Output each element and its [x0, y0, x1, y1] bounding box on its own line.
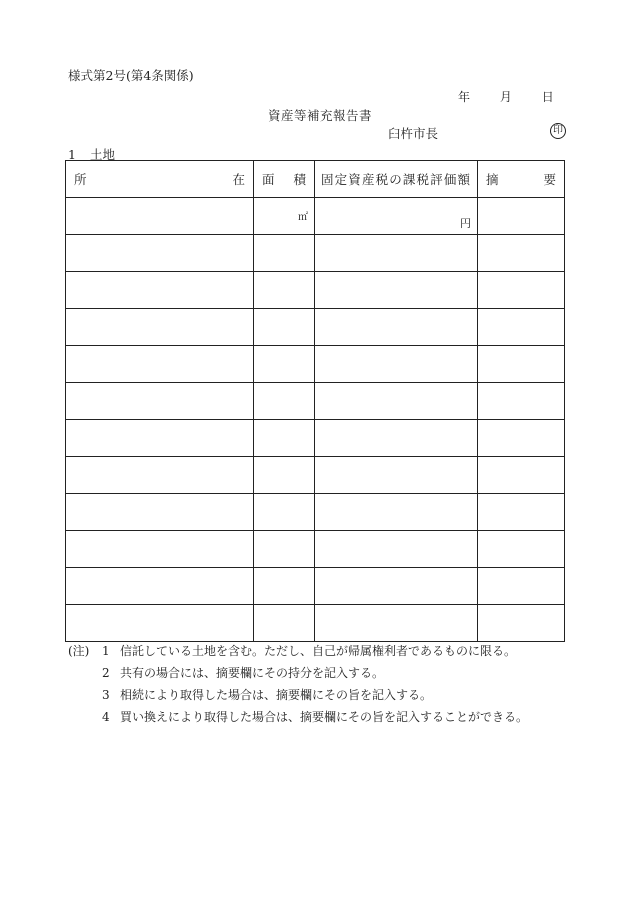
table-row	[66, 198, 565, 235]
cell-assessed-value[interactable]	[315, 235, 478, 272]
cell-location[interactable]	[66, 309, 254, 346]
header-location-second: 在	[232, 172, 245, 187]
cell-area[interactable]	[254, 420, 315, 457]
document-title: 資産等補充報告書	[268, 108, 373, 123]
date-line	[458, 88, 554, 105]
cell-remarks[interactable]	[478, 235, 565, 272]
cell-assessed-value[interactable]	[315, 568, 478, 605]
table-row	[66, 346, 565, 383]
section-label: 土地	[89, 147, 115, 162]
addressee: 臼杵市長	[388, 126, 439, 141]
cell-remarks[interactable]	[478, 346, 565, 383]
cell-remarks[interactable]	[478, 198, 565, 235]
cell-location[interactable]	[66, 420, 254, 457]
cell-assessed-value[interactable]	[315, 457, 478, 494]
cell-area[interactable]	[254, 457, 315, 494]
cell-location[interactable]	[66, 346, 254, 383]
cell-location[interactable]	[66, 568, 254, 605]
cell-remarks[interactable]	[478, 383, 565, 420]
note-number: 2	[102, 666, 110, 680]
cell-remarks[interactable]	[478, 457, 565, 494]
cell-remarks[interactable]	[478, 568, 565, 605]
cell-assessed-value[interactable]	[315, 605, 478, 642]
header-remarks-second: 要	[543, 172, 556, 187]
form-number: 様式第2号(第4条関係)	[68, 68, 194, 83]
cell-area[interactable]	[254, 346, 315, 383]
cell-area[interactable]	[254, 568, 315, 605]
cell-location[interactable]	[66, 235, 254, 272]
table-header-row	[66, 161, 565, 198]
note-number: 3	[102, 688, 110, 702]
cell-location[interactable]	[66, 457, 254, 494]
cell-assessed-value[interactable]	[315, 346, 478, 383]
cell-area[interactable]	[254, 383, 315, 420]
cell-assessed-value[interactable]	[315, 383, 478, 420]
notes-heading: (注)	[68, 644, 90, 658]
cell-assessed-value[interactable]	[315, 420, 478, 457]
table-row	[66, 420, 565, 457]
cell-area[interactable]	[254, 235, 315, 272]
header-assessed-value	[315, 161, 478, 198]
note-text: 信託している土地を含む。ただし、自己が帰属権利者であるものに限る。	[120, 644, 517, 658]
cell-location[interactable]	[66, 198, 254, 235]
unit-square-meter: ㎡	[298, 212, 308, 223]
note-text: 相続により取得した場合は、摘要欄にその旨を記入する。	[120, 688, 433, 702]
cell-assessed-value[interactable]	[315, 531, 478, 568]
cell-area[interactable]	[254, 605, 315, 642]
header-location	[66, 161, 254, 198]
notes-section	[68, 640, 528, 728]
date-day-label: 日	[541, 90, 554, 104]
note-item	[68, 684, 528, 706]
cell-remarks[interactable]	[478, 531, 565, 568]
header-area-first: 面	[262, 172, 275, 187]
note-number: 4	[102, 710, 110, 724]
unit-yen: 円	[460, 217, 471, 230]
cell-remarks[interactable]	[478, 272, 565, 309]
cell-location[interactable]	[66, 605, 254, 642]
note-text: 共有の場合には、摘要欄にその持分を記入する。	[120, 666, 385, 680]
cell-assessed-value[interactable]	[315, 272, 478, 309]
note-item	[68, 662, 528, 684]
table-row	[66, 235, 565, 272]
cell-remarks[interactable]	[478, 309, 565, 346]
table-row	[66, 605, 565, 642]
note-text: 買い換えにより取得した場合は、摘要欄にその旨を記入することができる。	[120, 710, 529, 724]
cell-area[interactable]	[254, 198, 315, 235]
date-month-label: 月	[499, 90, 512, 104]
note-item	[68, 640, 528, 662]
table-row	[66, 383, 565, 420]
cell-location[interactable]	[66, 272, 254, 309]
header-area-second: 積	[293, 172, 306, 187]
cell-remarks[interactable]	[478, 605, 565, 642]
table-row	[66, 568, 565, 605]
cell-area[interactable]	[254, 272, 315, 309]
table-row	[66, 272, 565, 309]
cell-area[interactable]	[254, 531, 315, 568]
header-location-first: 所	[74, 172, 87, 187]
cell-area[interactable]	[254, 309, 315, 346]
cell-location[interactable]	[66, 494, 254, 531]
cell-assessed-value[interactable]	[315, 309, 478, 346]
header-remarks-first: 摘	[486, 172, 499, 187]
cell-area[interactable]	[254, 494, 315, 531]
cell-assessed-value[interactable]	[315, 198, 478, 235]
land-table	[65, 160, 565, 642]
seal-mark-icon: 印	[550, 123, 566, 139]
date-year-label: 年	[458, 90, 471, 104]
note-number: 1	[102, 644, 110, 658]
table-row	[66, 494, 565, 531]
cell-remarks[interactable]	[478, 420, 565, 457]
cell-location[interactable]	[66, 383, 254, 420]
note-item	[68, 706, 528, 728]
table-row	[66, 531, 565, 568]
cell-remarks[interactable]	[478, 494, 565, 531]
table-row	[66, 457, 565, 494]
section-number: 1	[68, 147, 76, 162]
header-area	[254, 161, 315, 198]
cell-assessed-value[interactable]	[315, 494, 478, 531]
header-remarks	[478, 161, 565, 198]
header-assessed-value-label: 固定資産税の課税評価額	[321, 172, 471, 187]
table-row	[66, 309, 565, 346]
cell-location[interactable]	[66, 531, 254, 568]
